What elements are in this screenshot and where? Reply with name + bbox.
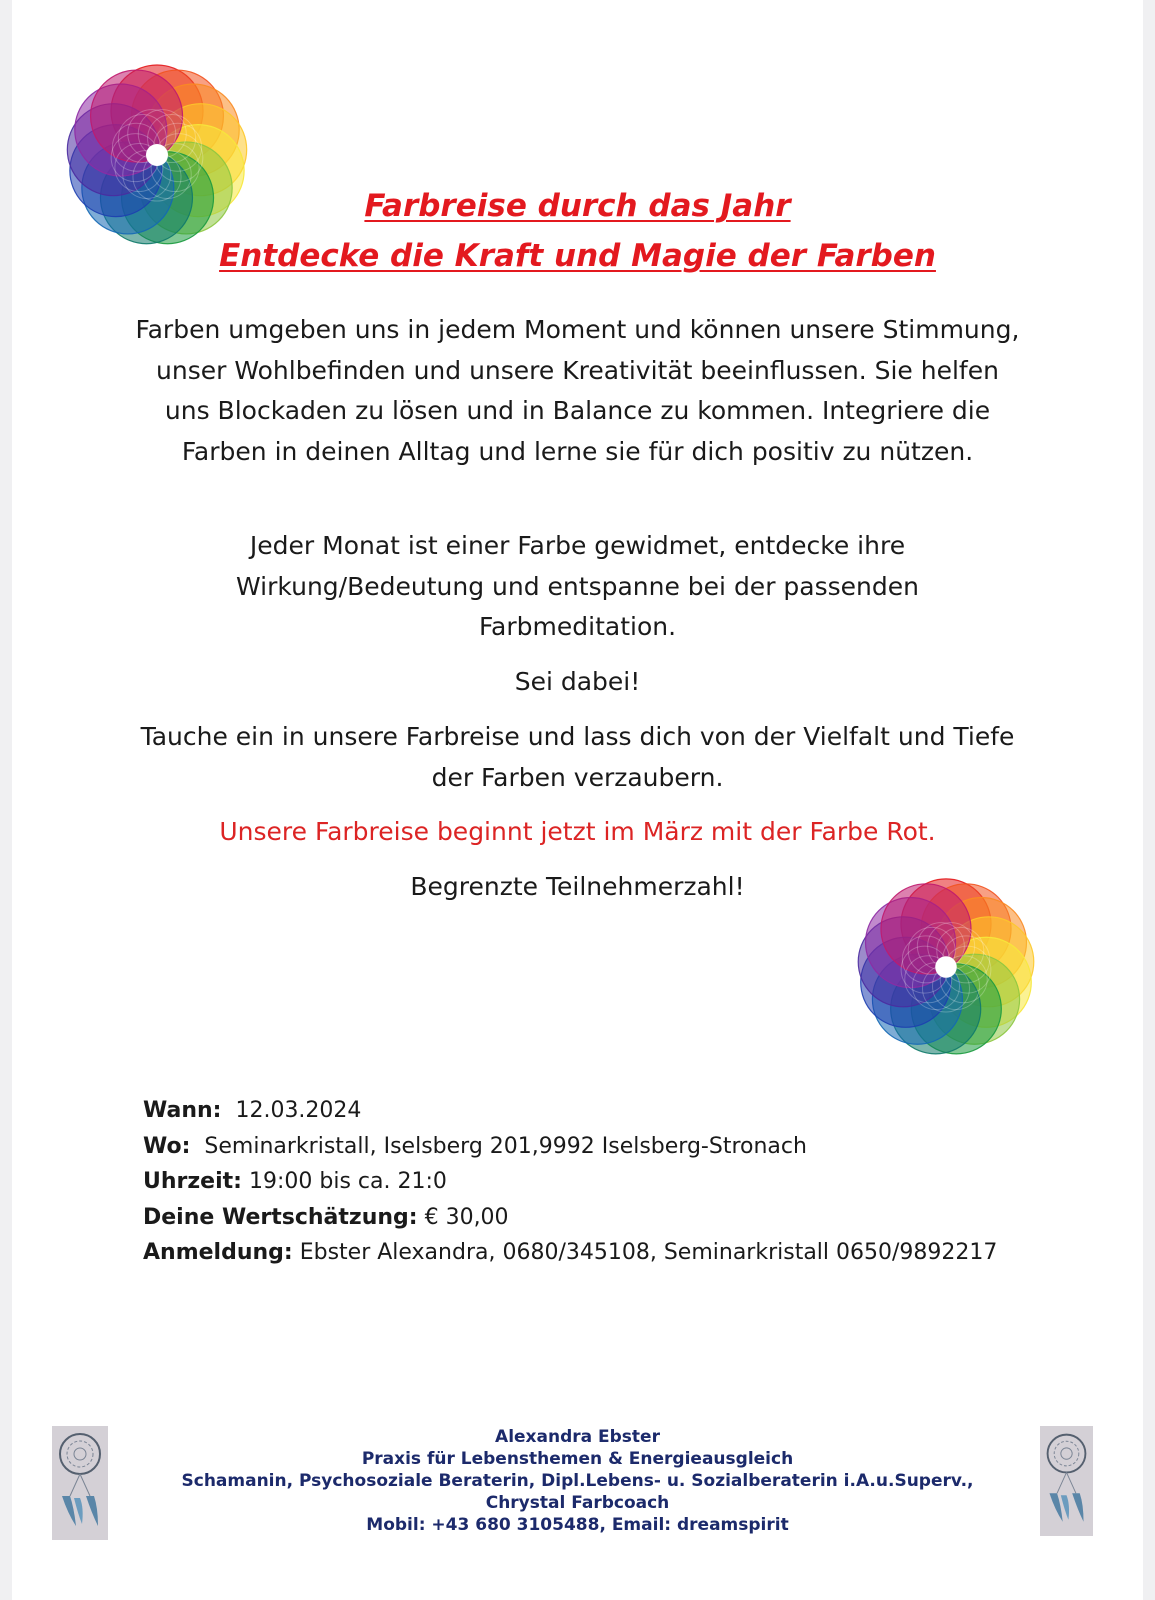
detail-time bbox=[143, 1164, 1043, 1200]
monthly-paragraph: Jeder Monat ist einer Farbe gewidmet, entdecke ihre Wirkung/Bedeutung und entspanne bei der passenden Farbmeditation. bbox=[236, 531, 919, 641]
signup-value: Ebster Alexandra, 0680/345108, Seminarkristall 0650/9892217 bbox=[299, 1240, 998, 1265]
footer-roles: Schamanin, Psychosoziale Beraterin, Dipl.Lebens- u. Sozialberaterin i.A.u.Superv., bbox=[181, 1471, 974, 1491]
detail-price bbox=[143, 1200, 1043, 1236]
limited-participants: Begrenzte Teilnehmerzahl! bbox=[410, 872, 745, 901]
dreamcatcher-icon bbox=[1040, 1426, 1093, 1536]
footer-name: Alexandra Ebster bbox=[495, 1427, 660, 1447]
color-wheel-icon bbox=[853, 874, 1039, 1060]
when-label: Wann: bbox=[143, 1098, 222, 1123]
when-value: 12.03.2024 bbox=[235, 1098, 362, 1123]
footer-coach: Chrystal Farbcoach bbox=[485, 1493, 670, 1513]
wheel-center bbox=[146, 144, 168, 166]
start-announcement: Unsere Farbreise beginnt jetzt im März mit der Farbe Rot. bbox=[219, 817, 936, 846]
footer-signature bbox=[150, 1426, 1005, 1536]
intro-paragraph: Farben umgeben uns in jedem Moment und können unsere Stimmung, unser Wohlbefinden und unsere Kreativität beeinflussen. Sie helfen uns Blockaden zu lösen und in Balance zu kommen. Integriere die Farben in deinen Alltag und lerne sie für dich positiv zu nützen. bbox=[135, 315, 1020, 466]
immerse-paragraph: Tauche ein in unsere Farbreise und lass dich von der Vielfalt und Tiefe der Farben verzaubern. bbox=[140, 722, 1015, 792]
join-text: Sei dabei! bbox=[514, 667, 641, 696]
where-label: Wo: bbox=[143, 1133, 191, 1159]
time-value: 19:00 bis ca. 21:0 bbox=[248, 1169, 447, 1194]
footer-practice: Praxis für Lebensthemen & Energieausgleich bbox=[361, 1449, 794, 1469]
title-line-2: Entdecke die Kraft und Magie der Farben bbox=[219, 238, 936, 274]
detail-where bbox=[143, 1129, 1043, 1165]
event-details bbox=[143, 1093, 1043, 1271]
title-block bbox=[0, 181, 1155, 281]
wheel-center bbox=[935, 956, 957, 978]
title-line-1: Farbreise durch das Jahr bbox=[364, 188, 791, 224]
time-label: Uhrzeit: bbox=[143, 1169, 242, 1194]
price-value: € 30,00 bbox=[424, 1204, 509, 1230]
detail-when bbox=[143, 1093, 1043, 1129]
price-label: Deine Wertschätzung: bbox=[143, 1204, 418, 1230]
dreamcatcher-icon bbox=[52, 1426, 108, 1540]
signup-label: Anmeldung: bbox=[143, 1240, 293, 1265]
footer-contact: Mobil: +43 680 3105488, Email: dreamspirit bbox=[366, 1515, 789, 1535]
detail-signup bbox=[143, 1235, 1043, 1271]
where-value: Seminarkristall, Iselsberg 201,9992 Iselsberg-Stronach bbox=[204, 1133, 807, 1159]
